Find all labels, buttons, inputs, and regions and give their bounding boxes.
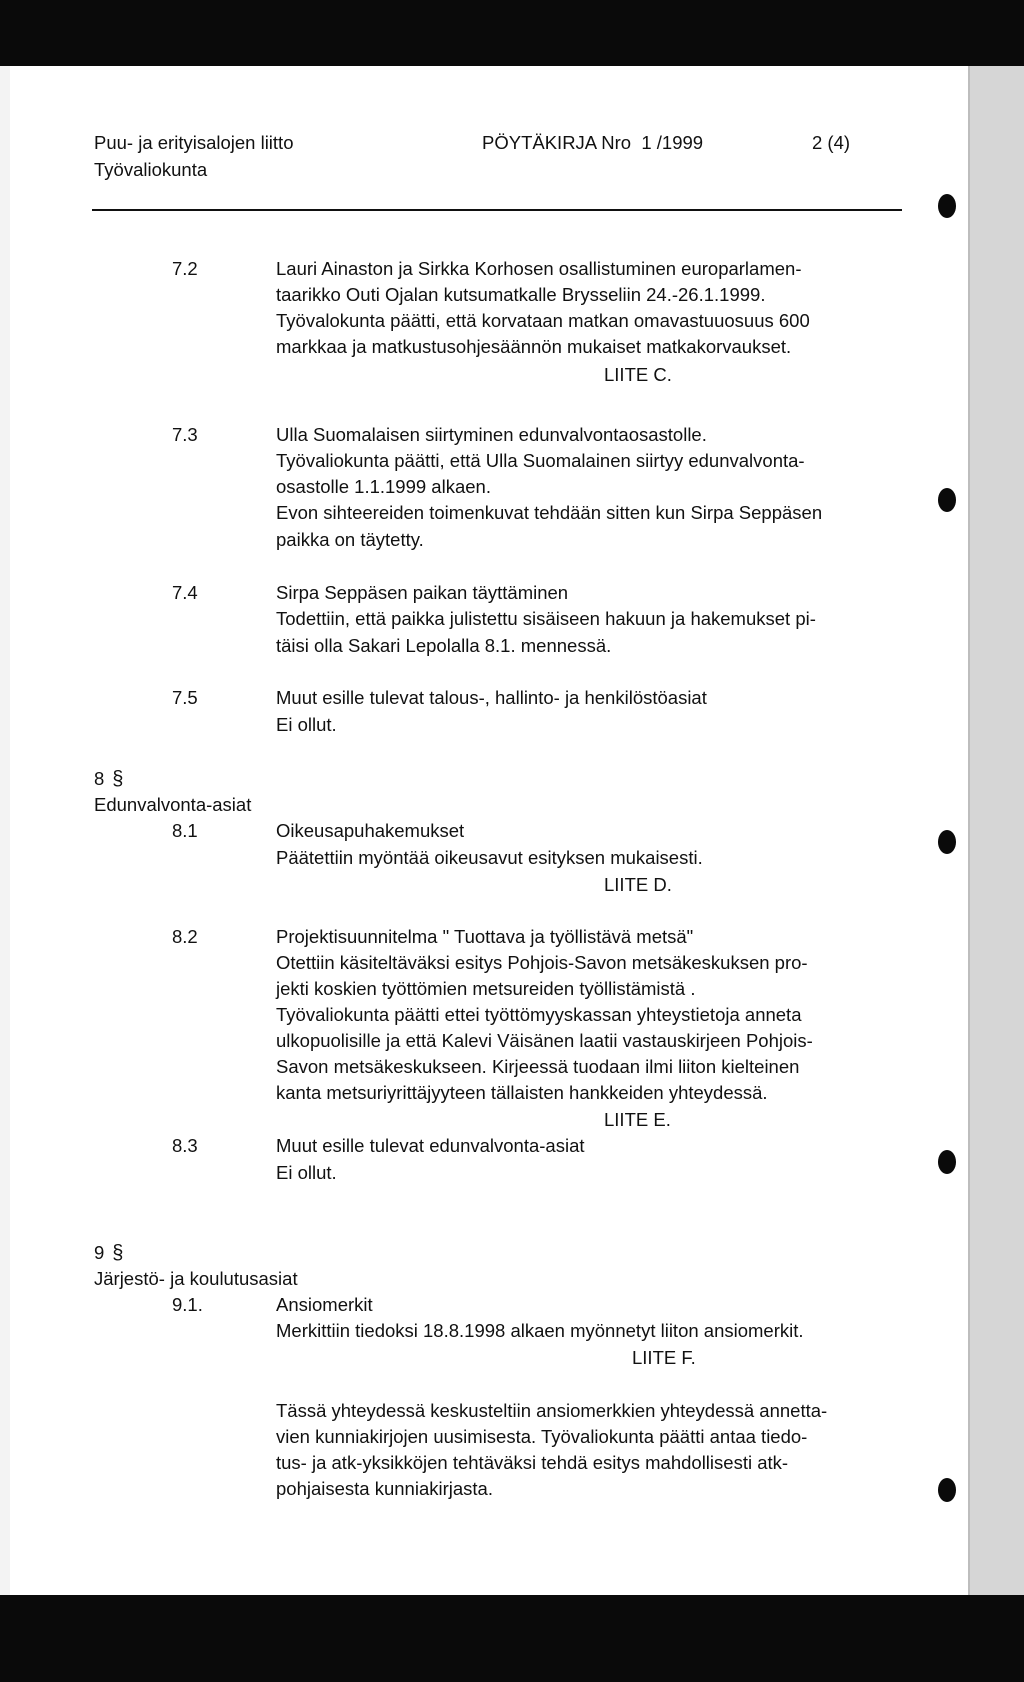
section-number: 8 [94,768,105,789]
item-line: Evon sihteereiden toimenkuvat tehdään sitten kun Sirpa Seppäsen [276,502,823,523]
item-line: paikka on täytetty. [276,529,424,550]
item-line: Muut esille tulevat talous-, hallinto- ja henkilöstöasiat [276,687,707,708]
item-line: täisi olla Sakari Lepolalla 8.1. mennessä. [276,635,612,656]
header-committee: Työvaliokunta [94,159,208,180]
section-heading [94,1240,123,1266]
item-line: Työvaliokunta päätti ettei työttömyyskassan yhteystietoja anneta [276,1004,802,1025]
section-number: 9 [94,1242,105,1263]
item-line: pohjaisesta kunniakirjasta. [276,1478,493,1499]
punch-hole-mark [938,488,956,512]
item-line: Päätettiin myöntää oikeusavut esityksen mukaisesti. [276,847,703,868]
punch-hole-mark [938,194,956,218]
punch-hole-mark [938,830,956,854]
punch-hole-mark [938,1478,956,1502]
item-line: Ei ollut. [276,714,337,735]
section-heading [94,766,123,792]
item-line: Muut esille tulevat edunvalvonta-asiat [276,1135,585,1156]
section-title: Järjestö- ja koulutusasiat [94,1268,298,1289]
item-number: 7.4 [172,582,198,603]
section-symbol: § [112,1242,124,1264]
item-line: tus- ja atk-yksikköjen tehtäväksi tehdä esitys mahdollisesti atk- [276,1452,789,1473]
item-number: 9.1. [172,1294,203,1315]
header-doc-title: PÖYTÄKIRJA Nro 1 /1999 [482,132,704,153]
item-line: Ansiomerkit [276,1294,373,1315]
item-line: taarikko Outi Ojalan kutsumatkalle Brysseliin 24.-26.1.1999. [276,284,766,305]
item-number: 8.2 [172,926,198,947]
attachment-ref: LIITE E. [604,1109,671,1130]
item-line: Sirpa Seppäsen paikan täyttäminen [276,582,569,603]
item-line: Työvalokunta päätti, että korvataan matkan omavastuuosuus 600 [276,310,810,331]
item-line: Tässä yhteydessä keskusteltiin ansiomerkkien yhteydessä annetta- [276,1400,828,1421]
item-number: 7.2 [172,258,198,279]
item-number: 7.3 [172,424,198,445]
section-title: Edunvalvonta-asiat [94,794,252,815]
item-number: 7.5 [172,687,198,708]
attachment-ref: LIITE D. [604,874,672,895]
item-line: Todettiin, että paikka julistettu sisäiseen hakuun ja hakemukset pi- [276,608,816,629]
item-line: Ulla Suomalaisen siirtyminen edunvalvontaosastolle. [276,424,707,445]
item-line: jekti koskien työttömien metsureiden työllistämistä . [276,978,696,999]
item-line: Savon metsäkeskukseen. Kirjeessä tuodaan ilmi liiton kielteinen [276,1056,800,1077]
header-org: Puu- ja erityisalojen liitto [94,132,294,153]
item-line: Työvaliokunta päätti, että Ulla Suomalainen siirtyy edunvalvonta- [276,450,805,471]
item-line: ulkopuolisille ja että Kalevi Väisänen laatii vastauskirjeen Pohjois- [276,1030,813,1051]
header-page-number: 2 (4) [812,132,851,153]
attachment-ref: LIITE C. [604,364,672,385]
item-number: 8.1 [172,820,198,841]
item-line: osastolle 1.1.1999 alkaen. [276,476,491,497]
item-line: Projektisuunnitelma " Tuottava ja työllistävä metsä" [276,926,694,947]
section-symbol: § [112,768,124,790]
item-line: kanta metsuriyrittäjyyteen tällaisten hankkeiden yhteydessä. [276,1082,768,1103]
item-line: Oikeusapuhakemukset [276,820,465,841]
attachment-ref: LIITE F. [632,1347,696,1368]
item-line: Otettiin käsiteltäväksi esitys Pohjois-Savon metsäkeskuksen pro- [276,952,808,973]
punch-hole-mark [938,1150,956,1174]
item-line: Merkittiin tiedoksi 18.8.1998 alkaen myönnetyt liiton ansiomerkit. [276,1320,804,1341]
header-rule [92,209,902,211]
item-number: 8.3 [172,1135,198,1156]
item-line: Ei ollut. [276,1162,337,1183]
item-line: vien kunniakirjojen uusimisesta. Työvaliokunta päätti antaa tiedo- [276,1426,808,1447]
item-line: markkaa ja matkustusohjesäännön mukaiset matkakorvaukset. [276,336,792,357]
item-line: Lauri Ainaston ja Sirkka Korhosen osallistuminen europarlamen- [276,258,802,279]
